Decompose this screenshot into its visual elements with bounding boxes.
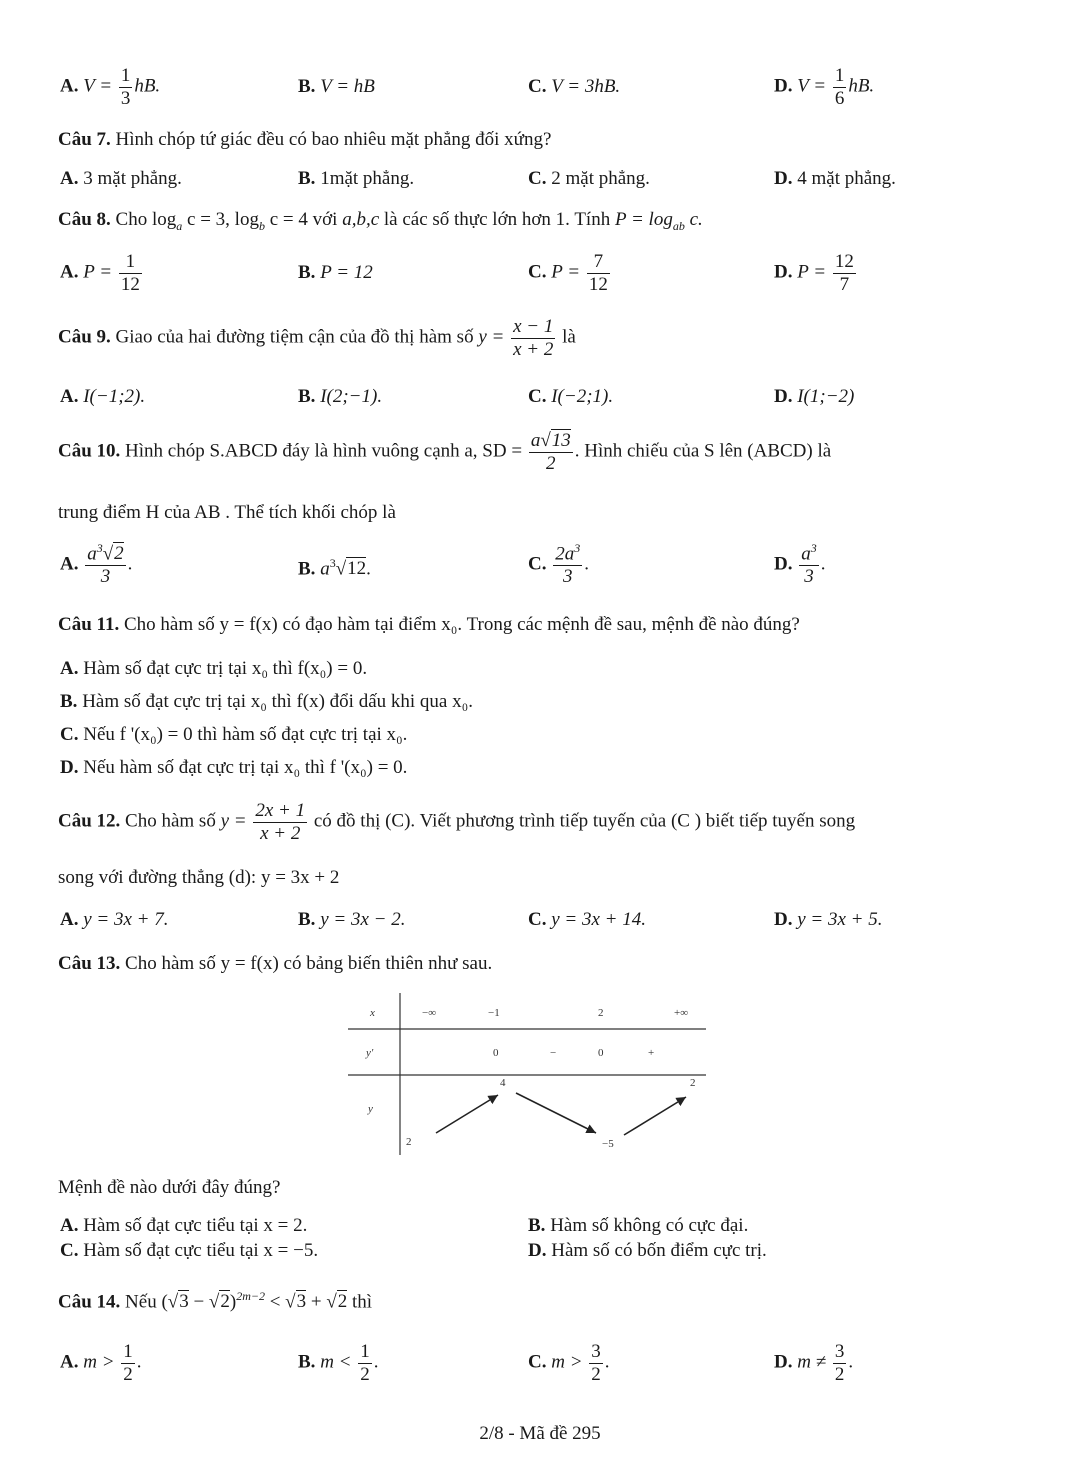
q13-option-d: D. Hàm số có bốn điểm cực trị.	[528, 1240, 767, 1261]
q7-option-c: C. 2 mặt phẳng.	[528, 168, 650, 189]
y-value: 4	[500, 1077, 506, 1089]
q11-option-b: B. Hàm số đạt cực trị tại x₀ thì f(x) đổi dấu khi qua x₀.	[60, 691, 473, 712]
q11-stem: Câu 11. Cho hàm số y = f(x) có đạo hàm tại điểm x₀. Trong các mệnh đề sau, mệnh đề nào đúng?	[58, 614, 800, 635]
q12-option-d: D. y = 3x + 5.	[774, 909, 883, 930]
q8-target: $P = \log_{ab} c$.	[614, 209, 703, 233]
q8-log-expression: $\log_a c = 3$, $\log_b c = 4$	[151, 209, 308, 233]
q12-stem: Câu 12. Cho hàm số y = $\frac{2x + 1}{x + 2}$ có đồ thị (C). Viết phương trình tiếp tuyến của (C ) biết tiếp tuyến song	[58, 800, 856, 844]
x-row-label: x	[370, 1007, 375, 1019]
fraction: $\frac{12}{7}$	[834, 251, 854, 295]
fraction: $\frac{a^3√2}{3}$	[87, 541, 124, 588]
q6-option-b: B. V = hB	[298, 76, 375, 97]
q7-option-a: A. 3 mặt phẳng.	[60, 168, 182, 189]
q8-option-a: A. P = $\frac{1}{12}$	[60, 251, 140, 295]
page-footer: 2/8 - Mã đề 295	[479, 1423, 601, 1444]
decreasing-arrow	[516, 1093, 596, 1133]
fraction: $\frac{1}{2}$	[360, 1341, 370, 1385]
increasing-arrow	[624, 1097, 686, 1135]
fraction: $\frac{1}{3}$	[120, 65, 131, 109]
q6-option-a: A. V = $\frac{1}{3}$ hB.	[60, 65, 161, 109]
yprime-value: +	[648, 1047, 655, 1059]
q12-option-c: C. y = 3x + 14.	[528, 909, 646, 930]
x-value: −∞	[422, 1007, 437, 1019]
fraction: $\frac{1}{6}$	[834, 65, 845, 109]
q9-option-c: C. I(−2;1).	[528, 386, 614, 407]
q10-option-a: A. $\frac{a^3√2}{3}$ .	[60, 541, 133, 588]
y-row-label: y	[368, 1103, 373, 1115]
q9-option-a: A. I(−1;2).	[60, 386, 146, 407]
q14-option-c: C. m > $\frac{3}{2}$ .	[528, 1341, 610, 1385]
q10-option-d: D. $\frac{a^3}{3}$ .	[774, 541, 826, 588]
q12-stem-line2: song với đường thẳng (d): y = 3x + 2	[58, 867, 340, 888]
yprime-row-label: y'	[366, 1047, 374, 1059]
fraction: $\frac{2a^3}{3}$	[555, 541, 581, 588]
q7-option-b: B. 1mặt phẳng.	[298, 168, 415, 189]
q13-stem: Câu 13. Cho hàm số y = f(x) có bảng biến thiên như sau.	[58, 953, 493, 974]
fraction: $\frac{a^3}{3}$	[801, 541, 817, 588]
q7-option-d: D. 4 mặt phẳng.	[774, 168, 896, 189]
x-value: −1	[488, 1007, 500, 1019]
q11-option-a: A. Hàm số đạt cực trị tại x₀ thì f(x₀) = 0.	[60, 658, 368, 679]
fraction: $\frac{7}{12}$	[588, 251, 608, 295]
q10-stem: Câu 10. Hình chóp S.ABCD đáy là hình vuông cạnh a, SD = $\frac{a√13}{2}$ . Hình chiếu của S lên (ABCD) là	[58, 430, 832, 474]
yprime-value: 0	[598, 1047, 604, 1059]
q8-option-d: D. P = $\frac{12}{7}$	[774, 251, 854, 295]
x-value: 2	[598, 1007, 604, 1019]
q14-option-d: D. m ≠ $\frac{3}{2}$ .	[774, 1341, 854, 1385]
q13-option-c: C. Hàm số đạt cực tiểu tại x = −5.	[60, 1240, 319, 1261]
fraction: $\frac{3}{2}$	[591, 1341, 601, 1385]
q9-option-b: B. I(2;−1).	[298, 386, 383, 407]
q11-option-d: D. Nếu hàm số đạt cực trị tại x₀ thì f '(x₀) = 0.	[60, 757, 408, 778]
q6-option-c: C. V = 3hB.	[528, 76, 621, 97]
q9-option-d: D. I(1;−2)	[774, 386, 855, 407]
fraction: $\frac{2x + 1}{x + 2}$	[255, 800, 306, 844]
q14-rhs-r3: 3	[296, 1291, 307, 1313]
fraction: $\frac{a√13}{2}$	[530, 430, 571, 474]
q14-rhs-r2: 2	[337, 1291, 348, 1313]
q10-option-c: C. $\frac{2a^3}{3}$ .	[528, 541, 589, 588]
fraction: $\frac{1}{12}$	[120, 251, 140, 295]
fraction: $\frac{1}{2}$	[123, 1341, 133, 1385]
x-value: +∞	[674, 1007, 689, 1019]
q12-option-a: A. y = 3x + 7.	[60, 909, 169, 930]
q13-prompt: Mệnh đề nào dưới đây đúng?	[58, 1177, 281, 1198]
q10-option-b: B. $a^3√12$.	[298, 556, 371, 580]
q11-option-c: C. Nếu f '(x₀) = 0 thì hàm số đạt cực trị tại x₀.	[60, 724, 408, 745]
variation-table	[348, 993, 708, 1155]
q13-option-b: B. Hàm số không có cực đại.	[528, 1215, 749, 1236]
yprime-value: 0	[493, 1047, 499, 1059]
variation-table-lines	[348, 993, 708, 1155]
y-value: 2	[690, 1077, 696, 1089]
yprime-value: −	[550, 1047, 557, 1059]
q10-stem-line2: trung điểm H của AB . Thể tích khối chóp là	[58, 502, 396, 523]
q9-stem: Câu 9. Giao của hai đường tiệm cận của đồ thị hàm số y = $\frac{x - 1}{x + 2}$ là	[58, 316, 576, 360]
q6-option-d: D. V = $\frac{1}{6}$ hB.	[774, 65, 875, 109]
q14-option-a: A. m > $\frac{1}{2}$ .	[60, 1341, 142, 1385]
q14-option-b: B. m < $\frac{1}{2}$ .	[298, 1341, 379, 1385]
q14-stem: Câu 14. Nếu $(√3 - √2)^{2m-2} < √3 + √2$ thì	[58, 1289, 373, 1313]
fraction: $\frac{3}{2}$	[834, 1341, 845, 1385]
q13-option-a: A. Hàm số đạt cực tiểu tại x = 2.	[60, 1215, 308, 1236]
y-value: 2	[406, 1136, 412, 1148]
q12-option-b: B. y = 3x − 2.	[298, 909, 406, 930]
fraction: $\frac{x - 1}{x + 2}$	[513, 316, 554, 360]
q7-stem: Câu 7. Hình chóp tứ giác đều có bao nhiêu mặt phẳng đối xứng?	[58, 129, 552, 150]
increasing-arrow	[436, 1095, 498, 1133]
q8-option-b: B. P = 12	[298, 262, 373, 283]
q8-stem: Câu 8. Cho $\log_a c = 3$, $\log_b c = 4$ với a,b,c là các số thực lớn hơn 1. Tính $P = \log_{ab} c$.	[58, 209, 703, 233]
y-value: −5	[602, 1138, 614, 1150]
q8-option-c: C. P = $\frac{7}{12}$	[528, 251, 608, 295]
